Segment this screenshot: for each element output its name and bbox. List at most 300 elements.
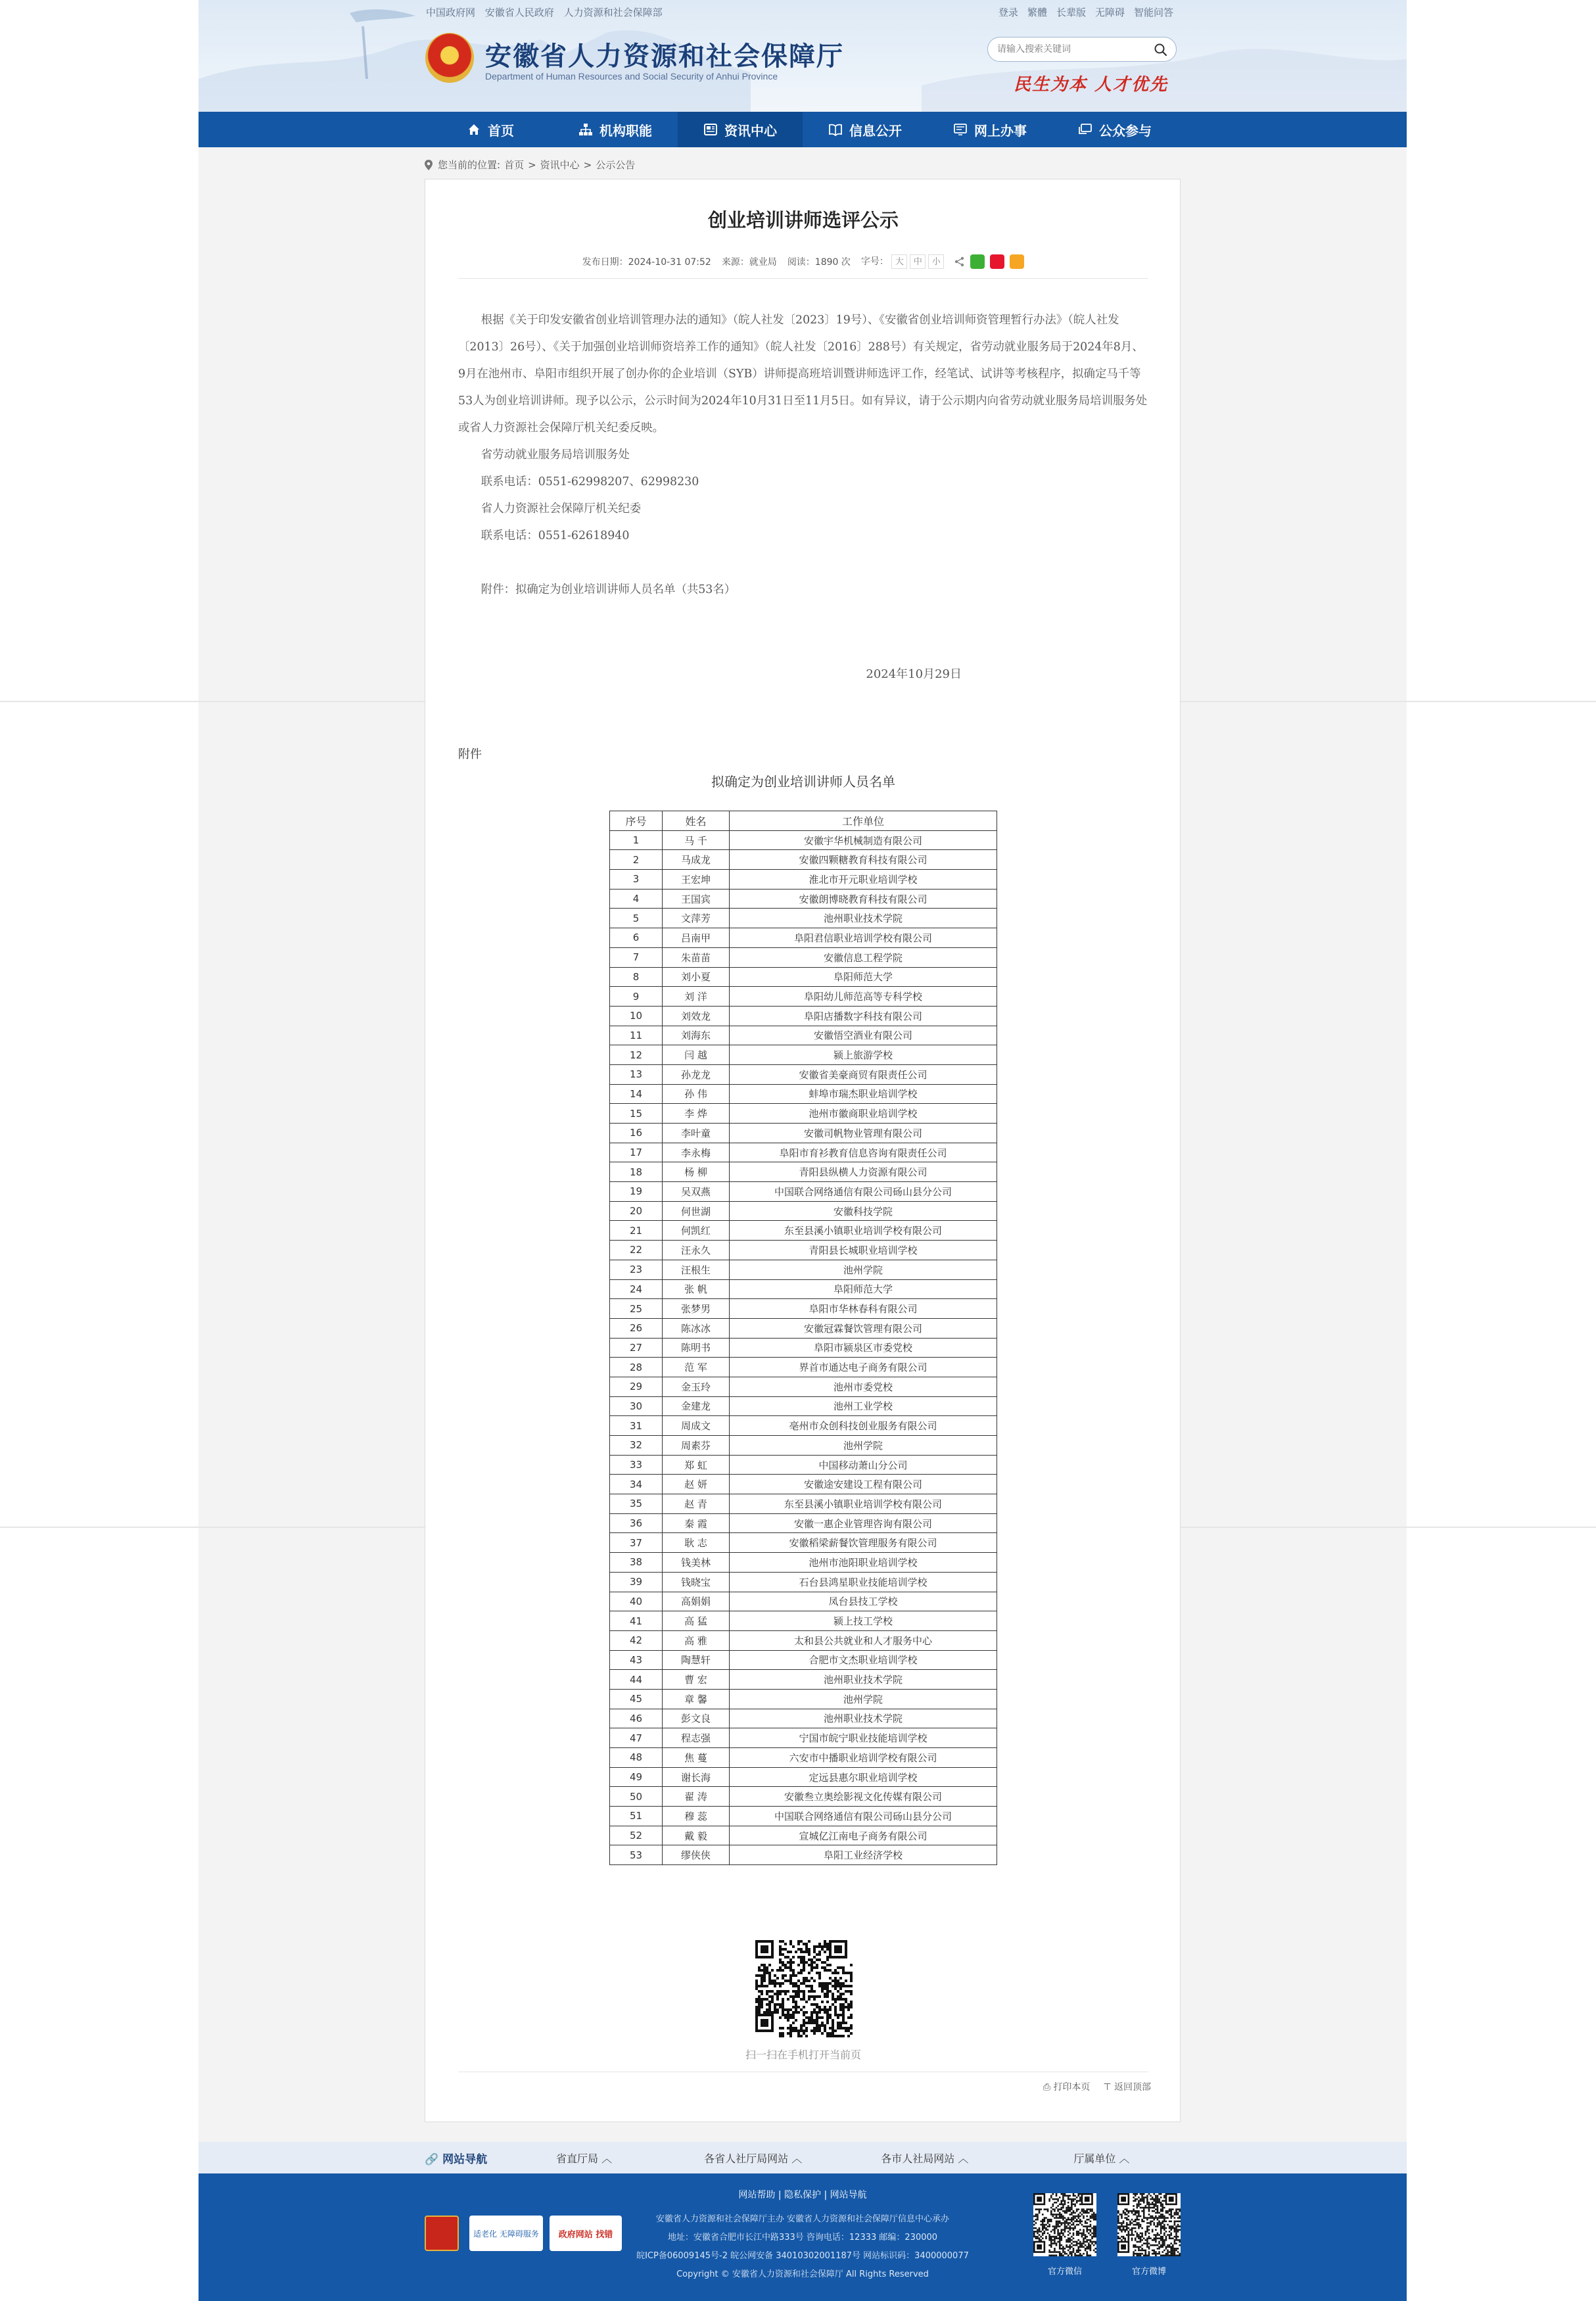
table-row <box>610 1475 997 1494</box>
article-actions <box>1043 2080 1151 2093</box>
row-index: 13 <box>610 1064 663 1084</box>
breadcrumb-prefix: 您当前的位置: <box>438 159 501 171</box>
row-index: 40 <box>610 1592 663 1611</box>
main-nav <box>199 112 1407 147</box>
row-index: 41 <box>610 1611 663 1631</box>
row-name: 汪根生 <box>663 1260 730 1279</box>
row-employer: 中国联合网络通信有限公司砀山县分公司 <box>730 1807 997 1826</box>
contact-line: 省劳动就业服务局培训服务处 <box>481 448 630 462</box>
row-employer: 安徽一惠企业管理咨询有限公司 <box>730 1513 997 1533</box>
sitemap-link[interactable]: 网站导航 <box>830 2190 867 2200</box>
table-row <box>610 889 997 909</box>
row-name: 陶慧轩 <box>663 1650 730 1670</box>
share-bar <box>954 254 1024 269</box>
row-index: 7 <box>610 947 663 967</box>
attachment-note: 附件：拟确定为创业培训讲师人员名单（共53名） <box>481 583 736 596</box>
breadcrumb <box>423 158 635 172</box>
row-employer: 阜阳店播数字科技有限公司 <box>730 1006 997 1026</box>
row-index: 1 <box>610 830 663 850</box>
org-chart-icon <box>578 122 593 137</box>
row-index: 46 <box>610 1709 663 1728</box>
row-index: 31 <box>610 1416 663 1436</box>
page-qr-code-icon <box>755 1940 853 2037</box>
row-employer: 阜阳工业经济学校 <box>730 1845 997 1865</box>
row-index: 39 <box>610 1572 663 1592</box>
attachment-title: 拟确定为创业培训讲师人员名单 <box>711 774 895 790</box>
row-index: 28 <box>610 1358 663 1377</box>
row-name: 王宏坤 <box>663 870 730 890</box>
table-row <box>610 1162 997 1182</box>
row-index: 30 <box>610 1396 663 1416</box>
row-index: 48 <box>610 1748 663 1768</box>
search-icon[interactable] <box>1154 43 1168 57</box>
wechat-qr-code-icon <box>1033 2193 1096 2256</box>
table-row <box>610 987 997 1007</box>
error-report-badge[interactable]: 政府网站 找错 <box>550 2216 622 2251</box>
row-employer: 安徽朗博晓教育科技有限公司 <box>730 889 997 909</box>
table-row <box>610 1201 997 1221</box>
search-input[interactable] <box>997 43 1142 55</box>
row-index: 24 <box>610 1279 663 1299</box>
row-index: 51 <box>610 1807 663 1826</box>
row-name: 焦 蔓 <box>663 1748 730 1768</box>
font-small-button[interactable]: 小 <box>928 254 944 269</box>
weibo-qr-code-icon <box>1117 2193 1181 2256</box>
article-title: 创业培训讲师选评公示 <box>707 209 899 231</box>
share-icon <box>954 256 965 267</box>
row-name: 李叶童 <box>663 1124 730 1143</box>
row-employer: 安徽叁立奥绘影视文化传媒有限公司 <box>730 1787 997 1807</box>
row-employer: 阜阳市颍泉区市委党校 <box>730 1338 997 1358</box>
row-employer: 定远县惠尔职业培训学校 <box>730 1767 997 1787</box>
nav-home[interactable]: 首页 <box>428 112 553 147</box>
table-row <box>610 1553 997 1573</box>
row-index: 25 <box>610 1299 663 1319</box>
row-employer: 青阳县长城职业培训学校 <box>730 1241 997 1260</box>
table-header-row <box>610 811 997 831</box>
row-index: 18 <box>610 1162 663 1182</box>
row-name: 汪永久 <box>663 1241 730 1260</box>
table-row <box>610 1630 997 1650</box>
table-row <box>610 1279 997 1299</box>
breadcrumb-home[interactable]: 首页 <box>504 159 525 171</box>
row-employer: 安徽科技学院 <box>730 1201 997 1221</box>
document-icon <box>953 122 968 137</box>
publish-date: 发布日期：2024-10-31 07:52 <box>582 257 711 268</box>
row-index: 15 <box>610 1104 663 1124</box>
help-link[interactable]: 网站帮助 <box>738 2190 776 2200</box>
row-name: 高娟娟 <box>663 1592 730 1611</box>
table-row <box>610 1104 997 1124</box>
row-index: 2 <box>610 850 663 870</box>
row-index: 21 <box>610 1221 663 1241</box>
table-row <box>610 1221 997 1241</box>
site-nav-title: 🔗 网站导航 <box>425 2152 488 2166</box>
sponsor-text: 安徽省人力资源和社会保障厅主办 安徽省人力资源和社会保障厅信息中心承办 <box>655 2214 950 2224</box>
table-row <box>610 1845 997 1865</box>
table-row <box>610 1124 997 1143</box>
table-row <box>610 1787 997 1807</box>
row-employer: 阜阳市育衫教育信息咨询有限责任公司 <box>730 1143 997 1162</box>
row-index: 3 <box>610 870 663 890</box>
table-row <box>610 928 997 948</box>
nav-online-service[interactable]: 网上办事 <box>927 112 1052 147</box>
row-employer: 颍上旅游学校 <box>730 1045 997 1065</box>
row-employer: 池州学院 <box>730 1260 997 1279</box>
table-row <box>610 1006 997 1026</box>
row-index: 9 <box>610 987 663 1007</box>
table-row <box>610 1494 997 1514</box>
back-to-top-button[interactable]: ⊤ 返回顶部 <box>1103 2082 1151 2093</box>
weibo-qr-caption: 官方微博 <box>1131 2267 1166 2277</box>
table-row <box>610 1611 997 1631</box>
row-index: 53 <box>610 1845 663 1865</box>
row-name: 何凯红 <box>663 1221 730 1241</box>
table-row <box>610 830 997 850</box>
row-index: 20 <box>610 1201 663 1221</box>
row-name: 秦 霞 <box>663 1513 730 1533</box>
city-hrss-dropdown[interactable]: 各市人社局网站 ︿ <box>881 2152 969 2165</box>
row-index: 45 <box>610 1689 663 1709</box>
row-employer: 安徽稻梁薪餐饮管理服务有限公司 <box>730 1533 997 1553</box>
col-header-employer: 工作单位 <box>730 811 997 831</box>
row-index: 10 <box>610 1006 663 1026</box>
row-employer: 东至县溪小镇职业培训学校有限公司 <box>730 1221 997 1241</box>
news-icon <box>703 122 718 137</box>
table-row <box>610 1299 997 1319</box>
row-employer: 颍上技工学校 <box>730 1611 997 1631</box>
row-employer: 安徽冠霖餐饮管理有限公司 <box>730 1318 997 1338</box>
row-name: 金建龙 <box>663 1396 730 1416</box>
row-name: 缪侠侠 <box>663 1845 730 1865</box>
row-name: 耿 志 <box>663 1533 730 1553</box>
font-medium-button[interactable]: 中 <box>910 254 926 269</box>
row-employer: 阜阳幼儿师范高等专科学校 <box>730 987 997 1007</box>
row-index: 14 <box>610 1084 663 1104</box>
table-row <box>610 1377 997 1396</box>
row-index: 6 <box>610 928 663 948</box>
row-index: 8 <box>610 967 663 987</box>
site-footer <box>199 2173 1407 2301</box>
row-employer: 池州市池阳职业培训学校 <box>730 1553 997 1573</box>
row-index: 29 <box>610 1377 663 1396</box>
icp-text: 皖ICP备06009145号-2 皖公网安备 34010302001187号 网站标识码：3400000077 <box>636 2251 969 2261</box>
print-button[interactable]: ⎙ 打印本页 <box>1043 2082 1091 2093</box>
wechat-share-icon[interactable] <box>970 254 985 269</box>
row-employer: 东至县溪小镇职业培训学校有限公司 <box>730 1494 997 1514</box>
link-gov-cn[interactable]: 中国政府网 <box>426 7 476 18</box>
table-row <box>610 1084 997 1104</box>
login-link[interactable]: 登录 <box>998 7 1018 18</box>
row-employer: 太和县公共就业和人才服务中心 <box>730 1630 997 1650</box>
row-index: 4 <box>610 889 663 909</box>
location-pin-icon <box>423 159 434 171</box>
table-row <box>610 947 997 967</box>
row-index: 33 <box>610 1455 663 1475</box>
row-name: 范 军 <box>663 1358 730 1377</box>
row-name: 周素芬 <box>663 1436 730 1456</box>
row-name: 张 帆 <box>663 1279 730 1299</box>
row-employer: 池州职业技术学院 <box>730 1670 997 1690</box>
table-row <box>610 1358 997 1377</box>
row-employer: 安徽途安建设工程有限公司 <box>730 1475 997 1494</box>
row-name: 彭文良 <box>663 1709 730 1728</box>
affiliated-units-dropdown[interactable]: 厅属单位 ︿ <box>1073 2152 1130 2165</box>
row-name: 杨 柳 <box>663 1162 730 1182</box>
row-index: 36 <box>610 1513 663 1533</box>
contact-line: 联系电话：0551-62998207、62998230 <box>481 475 699 488</box>
names-table <box>609 811 997 1865</box>
col-header-index: 序号 <box>610 811 663 831</box>
row-name: 闫 越 <box>663 1045 730 1065</box>
row-name: 程志强 <box>663 1728 730 1748</box>
row-employer: 池州学院 <box>730 1436 997 1456</box>
row-name: 李永梅 <box>663 1143 730 1162</box>
font-large-button[interactable]: 大 <box>891 254 907 269</box>
row-index: 32 <box>610 1436 663 1456</box>
row-name: 文萍芳 <box>663 909 730 928</box>
row-name: 陈冰冰 <box>663 1318 730 1338</box>
table-row <box>610 1767 997 1787</box>
provincial-departments-dropdown[interactable]: 省直厅局 ︿ <box>556 2152 613 2165</box>
table-row <box>610 870 997 890</box>
link-anhui-gov[interactable]: 安徽省人民政府 <box>484 7 554 18</box>
row-index: 42 <box>610 1630 663 1650</box>
site-header <box>199 0 1407 112</box>
table-row <box>610 1045 997 1065</box>
traditional-chinese-link[interactable]: 繁體 <box>1027 7 1047 18</box>
font-size-label: 字号： 大 中 小 <box>861 254 944 269</box>
qzone-share-icon[interactable] <box>1010 254 1024 269</box>
article-card <box>425 179 1181 2122</box>
row-employer: 池州职业技术学院 <box>730 909 997 928</box>
row-index: 17 <box>610 1143 663 1162</box>
row-name: 张梦男 <box>663 1299 730 1319</box>
table-row <box>610 1182 997 1202</box>
row-name: 郑 虹 <box>663 1455 730 1475</box>
table-row <box>610 1338 997 1358</box>
table-row <box>610 1709 997 1728</box>
table-row <box>610 1650 997 1670</box>
footer-info <box>199 2210 1407 2284</box>
row-employer: 安徽四颗糖教育科技有限公司 <box>730 850 997 870</box>
row-employer: 阜阳君信职业培训学校有限公司 <box>730 928 997 948</box>
row-employer: 安徽司帆物业管理有限公司 <box>730 1124 997 1143</box>
row-employer: 六安市中播职业培训学校有限公司 <box>730 1748 997 1768</box>
article-source: 来源：就业局 <box>721 257 777 268</box>
table-row <box>610 1241 997 1260</box>
privacy-link[interactable]: 隐私保护 <box>784 2190 821 2200</box>
table-row <box>610 1455 997 1475</box>
row-employer: 池州职业技术学院 <box>730 1709 997 1728</box>
nav-news[interactable]: 资讯中心 <box>678 112 803 147</box>
row-employer: 青阳县纵横人力资源有限公司 <box>730 1162 997 1182</box>
table-row <box>610 1436 997 1456</box>
nav-public-participation[interactable]: 公众参与 <box>1052 112 1177 147</box>
smart-qa-link[interactable]: 智能问答 <box>1133 7 1173 18</box>
table-row <box>610 1064 997 1084</box>
table-row <box>610 1572 997 1592</box>
row-index: 44 <box>610 1670 663 1690</box>
weibo-share-icon[interactable] <box>990 254 1004 269</box>
contact-line: 联系电话：0551-62618940 <box>481 529 630 542</box>
book-icon <box>828 122 843 137</box>
row-name: 戴 毅 <box>663 1826 730 1845</box>
view-count: 阅读：1890 次 <box>787 257 851 268</box>
row-name: 王国宾 <box>663 889 730 909</box>
row-index: 22 <box>610 1241 663 1260</box>
table-row <box>610 967 997 987</box>
row-employer: 中国联合网络通信有限公司砀山县分公司 <box>730 1182 997 1202</box>
table-row <box>610 1143 997 1162</box>
col-header-name: 姓名 <box>663 811 730 831</box>
table-row <box>610 1807 997 1826</box>
row-employer: 池州学院 <box>730 1689 997 1709</box>
row-index: 16 <box>610 1124 663 1143</box>
row-name: 钱美林 <box>663 1553 730 1573</box>
row-name: 赵 妍 <box>663 1475 730 1494</box>
row-name: 陈明书 <box>663 1338 730 1358</box>
row-name: 钱晓宝 <box>663 1572 730 1592</box>
row-employer: 阜阳师范大学 <box>730 1279 997 1299</box>
table-row <box>610 1533 997 1553</box>
row-name: 马成龙 <box>663 850 730 870</box>
nav-info-disclosure[interactable]: 信息公开 <box>803 112 927 147</box>
row-name: 何世湖 <box>663 1201 730 1221</box>
row-employer: 安徽宇华机械制造有限公司 <box>730 830 997 850</box>
row-employer: 淮北市开元职业培训学校 <box>730 870 997 890</box>
row-index: 5 <box>610 909 663 928</box>
row-name: 章 馨 <box>663 1689 730 1709</box>
row-name: 刘海东 <box>663 1026 730 1045</box>
row-index: 37 <box>610 1533 663 1553</box>
link-mohrss[interactable]: 人力资源和社会保障部 <box>563 7 663 18</box>
table-row <box>610 1670 997 1690</box>
row-employer: 池州工业学校 <box>730 1396 997 1416</box>
wechat-qr-caption: 官方微信 <box>1047 2267 1082 2277</box>
breadcrumb-notices[interactable]: 公示公告 <box>596 159 636 171</box>
row-index: 49 <box>610 1767 663 1787</box>
table-row <box>610 1260 997 1279</box>
row-name: 刘小夏 <box>663 967 730 987</box>
address-text: 地址：安徽省合肥市长江中路333号 咨询电话：12333 邮编：230000 <box>667 2233 938 2242</box>
row-name: 赵 青 <box>663 1494 730 1514</box>
top-links <box>426 5 669 19</box>
row-employer: 安徽悟空酒业有限公司 <box>730 1026 997 1045</box>
elderly-version-link[interactable]: 长辈版 <box>1056 7 1086 18</box>
accessibility-link[interactable]: 无障碍 <box>1094 7 1125 18</box>
table-row <box>610 1513 997 1533</box>
search-box <box>987 37 1177 62</box>
attachment-label: 附件 <box>458 747 482 761</box>
row-employer: 亳州市众创科技创业服务有限公司 <box>730 1416 997 1436</box>
table-row <box>610 1416 997 1436</box>
breadcrumb-sep: > <box>583 158 592 171</box>
chat-icon <box>1078 122 1092 137</box>
footer-site-nav <box>199 2142 1407 2173</box>
copyright-text: Copyright © 安徽省人力资源和社会保障厅 All Rights Reserved <box>676 2269 929 2279</box>
row-employer: 阜阳师范大学 <box>730 967 997 987</box>
table-row <box>610 1592 997 1611</box>
row-index: 26 <box>610 1318 663 1338</box>
row-employer: 阜阳市华林春科有限公司 <box>730 1299 997 1319</box>
document-date: 2024年10月29日 <box>866 667 962 681</box>
row-name: 孙 伟 <box>663 1084 730 1104</box>
row-index: 19 <box>610 1182 663 1202</box>
row-name: 曹 宏 <box>663 1670 730 1690</box>
table-row <box>610 1396 997 1416</box>
provincial-hrss-dropdown[interactable]: 各省人社厅局网站 ︿ <box>704 2152 803 2165</box>
national-emblem-icon <box>425 33 474 83</box>
row-index: 52 <box>610 1826 663 1845</box>
qr-caption: 扫一扫在手机打开当前页 <box>745 2049 861 2061</box>
row-name: 朱苗苗 <box>663 947 730 967</box>
row-employer: 安徽省美豪商贸有限责任公司 <box>730 1064 997 1084</box>
row-index: 23 <box>610 1260 663 1279</box>
nav-organization[interactable]: 机构职能 <box>553 112 678 147</box>
table-row <box>610 1826 997 1845</box>
party-gov-badge-icon[interactable] <box>425 2216 459 2251</box>
divider <box>458 278 1148 279</box>
row-employer: 池州市徽商职业培训学校 <box>730 1104 997 1124</box>
row-name: 孙龙龙 <box>663 1064 730 1084</box>
row-name: 高 雅 <box>663 1630 730 1650</box>
row-employer: 凤台县技工学校 <box>730 1592 997 1611</box>
row-name: 马 千 <box>663 830 730 850</box>
article-meta <box>425 254 1181 269</box>
row-index: 35 <box>610 1494 663 1514</box>
slogan: 民生为本 人才优先 <box>1014 75 1169 95</box>
row-index: 12 <box>610 1045 663 1065</box>
table-row <box>610 1318 997 1338</box>
site-title[interactable]: 安徽省人力资源和社会保障厅 <box>485 41 844 72</box>
table-row <box>610 1026 997 1045</box>
row-name: 周成文 <box>663 1416 730 1436</box>
table-row <box>610 1748 997 1768</box>
row-employer: 池州市委党校 <box>730 1377 997 1396</box>
row-employer: 界首市通达电子商务有限公司 <box>730 1358 997 1377</box>
site-title-en: Department of Human Resources and Social Security of Anhui Province <box>485 71 778 82</box>
row-index: 34 <box>610 1475 663 1494</box>
accessibility-badge[interactable]: 适老化 无障碍服务 <box>469 2216 543 2251</box>
row-name: 穆 蕊 <box>663 1807 730 1826</box>
utility-links <box>998 5 1173 19</box>
article-paragraph: 根据《关于印发安徽省创业培训管理办法的通知》（皖人社发〔2023〕19号）、《安徽省创业培训师资管理暂行办法》（皖人社发〔2013〕26号）、《关于加强创业培训师资培养工作的通知》（皖人社发〔2016〕288号）有关规定，省劳动就业服务局于2024年8月、9月在池州市、阜阳市组织开展了创办你的企业培训（SYB）讲师提高班培训暨讲师选评工作，经笔试、试讲等考核程序，拟确定马千等53人为创业培训讲师。现予以公示，公示时间为2024年10月31日至11月5日。如有异议，请于公示期内向省劳动就业服务局培训服务处或省人力资源社会保障厅机关纪委反映。 <box>458 314 1148 435</box>
row-employer: 中国移动萧山分公司 <box>730 1455 997 1475</box>
footer-links: 网站帮助 | 隐私保护 | 网站导航 <box>738 2190 867 2200</box>
row-index: 38 <box>610 1553 663 1573</box>
article-body <box>458 307 1148 604</box>
row-name: 刘 洋 <box>663 987 730 1007</box>
row-name: 李 烨 <box>663 1104 730 1124</box>
row-employer: 安徽信息工程学院 <box>730 947 997 967</box>
row-index: 43 <box>610 1650 663 1670</box>
table-row <box>610 1689 997 1709</box>
row-employer: 宣城亿江南电子商务有限公司 <box>730 1826 997 1845</box>
breadcrumb-news[interactable]: 资讯中心 <box>540 159 580 171</box>
row-employer: 合肥市文杰职业培训学校 <box>730 1650 997 1670</box>
table-row <box>610 1728 997 1748</box>
contact-line: 省人力资源社会保障厅机关纪委 <box>481 502 642 515</box>
row-index: 50 <box>610 1787 663 1807</box>
row-name: 谢长海 <box>663 1767 730 1787</box>
row-name: 刘效龙 <box>663 1006 730 1026</box>
row-name: 翟 涛 <box>663 1787 730 1807</box>
breadcrumb-sep: > <box>528 158 536 171</box>
row-name: 高 猛 <box>663 1611 730 1631</box>
table-row <box>610 850 997 870</box>
row-name: 金玉玲 <box>663 1377 730 1396</box>
